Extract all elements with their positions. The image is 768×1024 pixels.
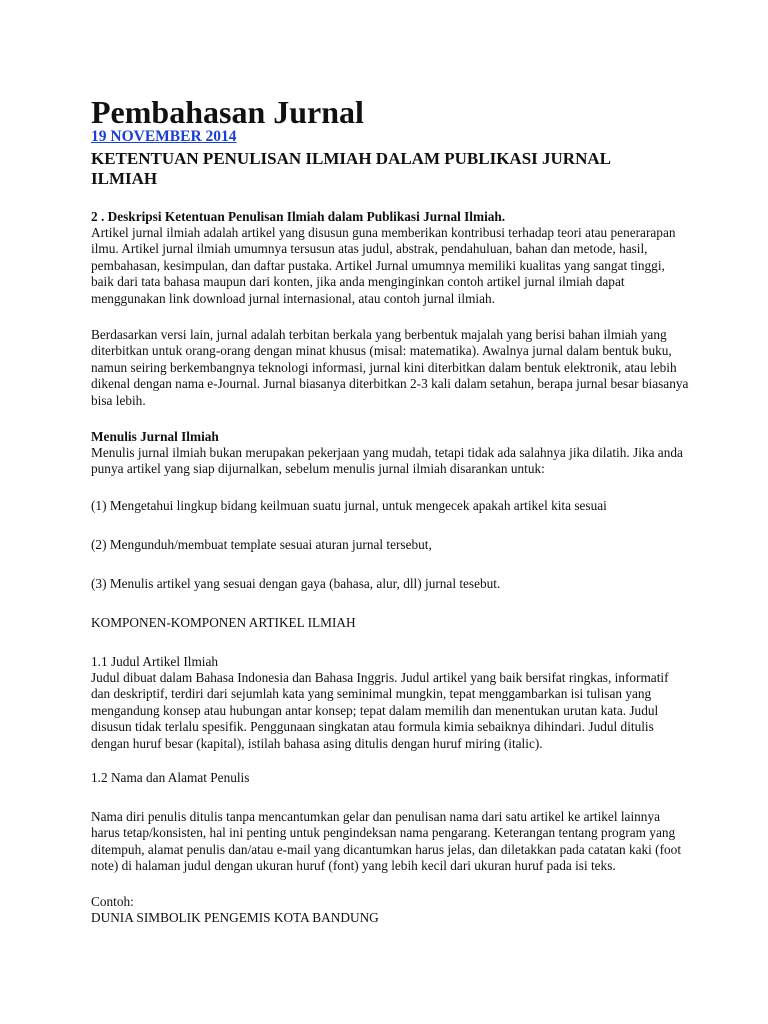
contoh-label: Contoh: [91,894,134,909]
list-item-step-2: (2) Mengunduh/membuat template sesuai aturan jurnal tersebut, [91,537,432,552]
section-2-heading: 2 . Deskripsi Ketentuan Penulisan Ilmiah dalam Publikasi Jurnal Ilmiah. [91,209,506,224]
list-item-step-3: (3) Menulis artikel yang sesuai dengan gaya (bahasa, alur, dll) jurnal tesebut. [91,576,501,591]
article-subtitle: KETENTUAN PENULISAN ILMIAH DALAM PUBLIKASI JURNAL ILMIAH [91,149,611,188]
contoh-value: DUNIA SIMBOLIK PENGEMIS KOTA BANDUNG [91,910,379,925]
menulis-paragraph: Menulis jurnal ilmiah bukan merupakan pekerjaan yang mudah, tetapi tidak ada salahnya jika dilatih. Jika anda punya artikel yang siap dijurnalkan, sebelum menulis jurnal ilmiah disarankan untuk: [91,445,683,477]
menulis-heading: Menulis Jurnal Ilmiah [91,429,219,444]
komponen-heading: KOMPONEN-KOMPONEN ARTIKEL ILMIAH [91,615,356,630]
post-date-link[interactable]: 19 NOVEMBER 2014 [91,128,237,145]
nama-paragraph: Nama diri penulis ditulis tanpa mencantumkan gelar dan penulisan nama dari satu artikel ke artikel lainnya harus tetap/konsisten, hal ini penting untuk pengindeksan nama pengarang. Keterangan tentang program yang ditempuh, alamat penulis dan/atau e-mail yang dicantumkan harus jelas, dan diletakkan pada catatan kaki (foot note) di halaman judul dengan ukuran huruf (font) yang lebih kecil dari ukuran huruf pada isi teks. [91,809,682,874]
paragraph-journal-definition: Berdasarkan versi lain, jurnal adalah terbitan berkala yang berbentuk majalah yang berisi bahan ilmiah yang diterbitkan untuk orang-orang dengan minat khusus (misal: matematika). Awalnya jurnal dalam bentuk buku, namun seiring berkembangnya teknologi informasi, jurnal kini diterbitkan dalam bentuk elektronik, atau lebih dikenal dengan nama e-Journal. Jurnal biasanya diterbitkan 2-3 kali dalam setahun, berapa jurnal besar biasanya bisa lebih. [91,327,689,408]
list-item-step-1: (1) Mengetahui lingkup bidang keilmuan suatu jurnal, untuk mengecek apakah artikel kita sesuai [91,498,607,513]
page-title: Pembahasan Jurnal [91,94,364,130]
nama-heading: 1.2 Nama dan Alamat Penulis [91,770,250,785]
section-2-paragraph: Artikel jurnal ilmiah adalah artikel yang disusun guna memberikan kontribusi terhadap teori atau penerarapan ilmu. Artikel jurnal ilmiah umumnya tersusun atas judul, abstrak, pendahuluan, bahan dan metode, hasil, pembahasan, kesimpulan, dan daftar pustaka. Artikel Jurnal umumnya memiliki kualitas yang sangat tinggi, baik dari tata bahasa maupun dari konten, jika anda menginginkan contoh artikel jurnal ilmiah dapat menggunakan link download jurnal internasional, atau contoh jurnal ilmiah. [91,225,676,306]
judul-heading: 1.1 Judul Artikel Ilmiah [91,654,219,669]
judul-paragraph: Judul dibuat dalam Bahasa Indonesia dan Bahasa Inggris. Judul artikel yang baik bersifat ringkas, informatif dan deskriptif, terdiri dari sejumlah kata yang seminimal mungkin, tepat menggambarkan isi tulisan yang mengandung konsep atau hubungan antar konsep; tepat dalam memilih dan menentukan urutan kata. Judul disusun tidak terlalu spesifik. Penggunaan singkatan atau formula kimia sebaiknya dihindari. Judul ditulis dengan huruf besar (kapital), istilah bahasa asing ditulis dengan huruf miring (italic). [91,670,669,751]
